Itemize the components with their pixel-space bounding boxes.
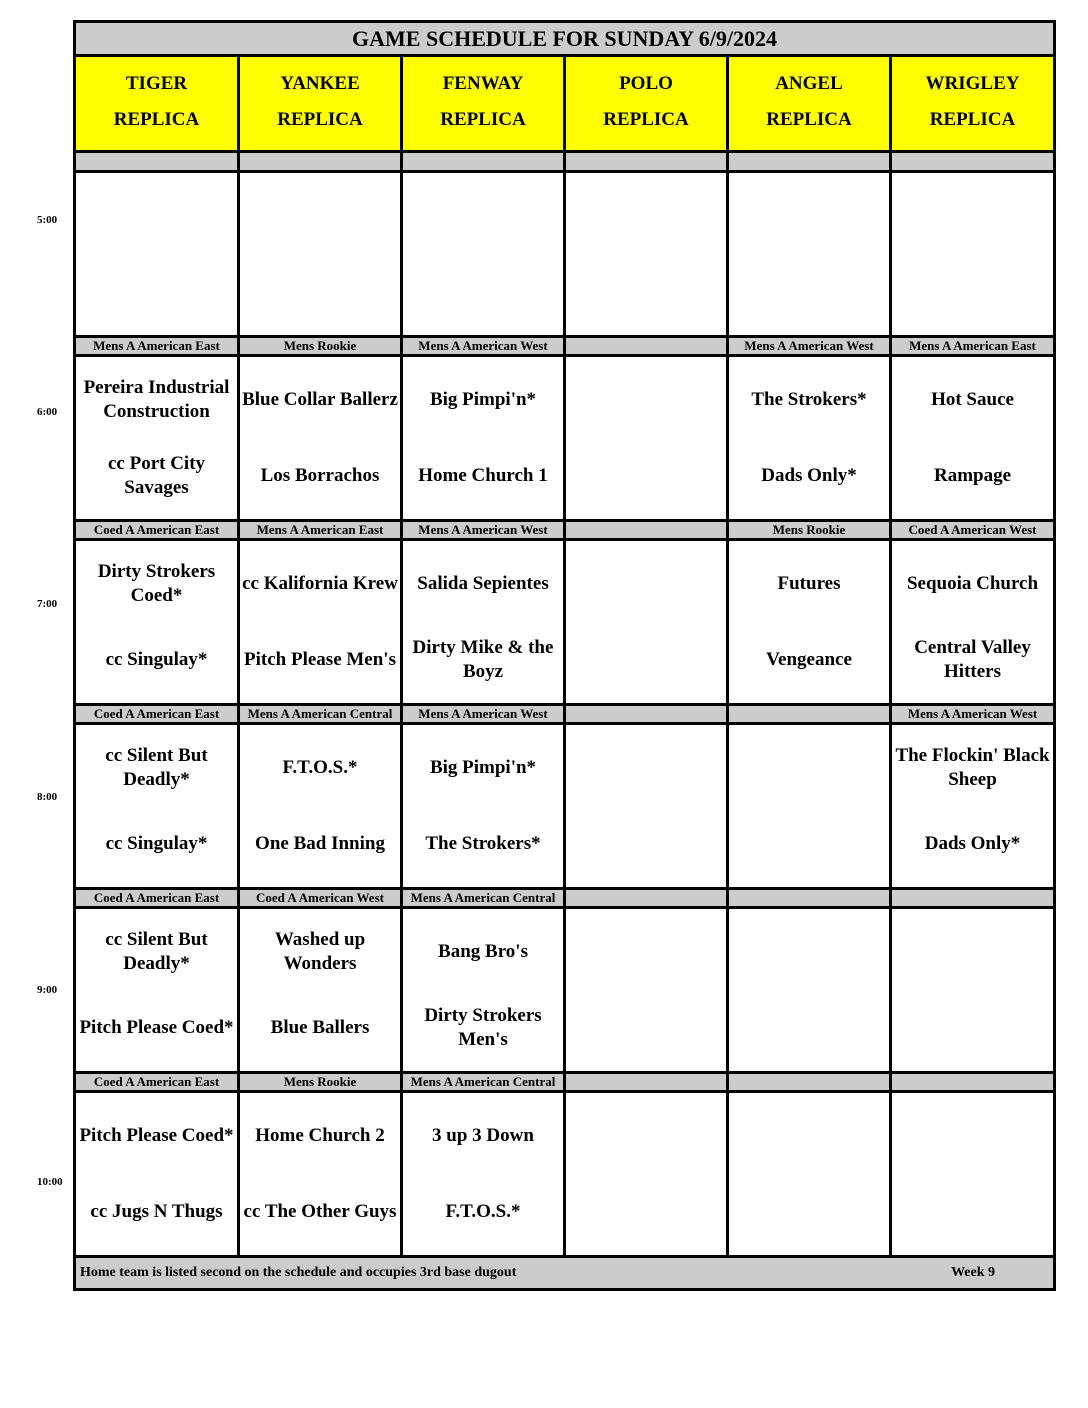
field-subtitle: REPLICA	[113, 108, 200, 130]
home-team: cc Jugs N Thugs	[90, 1201, 223, 1222]
division-label: Mens Rookie	[239, 337, 402, 356]
away-team: 3 up 3 Down	[432, 1125, 534, 1146]
game-cell	[239, 356, 402, 521]
header-spacer	[565, 152, 728, 172]
game-cell	[75, 540, 239, 705]
game-cell	[239, 908, 402, 1073]
away-team: Dirty Strokers Coed*	[97, 561, 216, 606]
home-team: F.T.O.S.*	[445, 1201, 521, 1222]
footer	[75, 1257, 1055, 1290]
time-column	[0, 0, 75, 1408]
field-name: FENWAY	[442, 72, 524, 94]
header-spacer	[728, 152, 891, 172]
game-cell	[239, 724, 402, 889]
game-cell	[891, 724, 1055, 889]
field-header-row	[75, 56, 1055, 152]
home-team: cc Singulay*	[105, 649, 208, 670]
home-team: Pitch Please Coed*	[79, 1017, 234, 1038]
division-row	[75, 889, 1055, 908]
time-label: 5:00	[37, 214, 58, 226]
away-team: Home Church 2	[255, 1125, 385, 1146]
home-team: Dads Only*	[924, 833, 1021, 854]
away-team: cc Kalifornia Krew	[242, 573, 398, 594]
division-label: Coed A American East	[75, 889, 239, 908]
header-spacer	[239, 152, 402, 172]
game-row	[75, 540, 1055, 705]
empty-game-cell	[239, 172, 402, 337]
field-header-fenway	[402, 56, 565, 152]
home-team: Los Borrachos	[260, 465, 380, 486]
game-row	[75, 356, 1055, 521]
away-team: Sequoia Church	[906, 573, 1039, 594]
division-label: Mens A American Central	[402, 1073, 565, 1092]
home-team: Dads Only*	[761, 465, 857, 486]
header-spacer	[75, 152, 239, 172]
field-header-angel	[728, 56, 891, 152]
game-cell	[239, 1092, 402, 1257]
away-team: Big Pimpi'n*	[429, 389, 537, 410]
empty-game-cell	[728, 172, 891, 337]
division-label: Coed A American West	[239, 889, 402, 908]
home-team: The Strokers*	[425, 833, 541, 854]
time-label: 9:00	[37, 984, 58, 996]
header-spacer	[891, 152, 1055, 172]
division-label: Mens A American West	[402, 337, 565, 356]
game-cell	[891, 356, 1055, 521]
game-cell	[728, 540, 891, 705]
empty-game-cell	[565, 1092, 728, 1257]
division-label	[728, 705, 891, 724]
empty-game-cell	[565, 356, 728, 521]
header-spacer	[402, 152, 565, 172]
division-label: Mens A American West	[728, 337, 891, 356]
division-label: Mens A American West	[402, 521, 565, 540]
home-team: Blue Ballers	[270, 1017, 370, 1038]
division-label	[728, 889, 891, 908]
home-team: cc Singulay*	[105, 833, 208, 854]
empty-game-cell	[565, 908, 728, 1073]
division-label: Coed A American East	[75, 521, 239, 540]
division-label	[565, 889, 728, 908]
division-label: Mens A American East	[239, 521, 402, 540]
field-header-tiger	[75, 56, 239, 152]
game-row	[75, 724, 1055, 889]
field-subtitle: REPLICA	[766, 108, 852, 130]
division-label	[565, 337, 728, 356]
game-row	[75, 172, 1055, 337]
away-team: cc Silent But Deadly*	[105, 929, 208, 974]
division-label	[891, 1073, 1055, 1092]
time-label: 8:00	[37, 791, 58, 803]
field-name: POLO	[619, 72, 673, 94]
empty-game-cell	[891, 908, 1055, 1073]
division-label: Mens A American West	[891, 705, 1055, 724]
division-row	[75, 705, 1055, 724]
home-team: One Bad Inning	[255, 833, 385, 854]
away-team: F.T.O.S.*	[282, 757, 358, 778]
away-team: Bang Bro's	[438, 941, 528, 962]
home-team: Dirty Strokers Men's	[424, 1005, 542, 1050]
division-label: Mens A American East	[891, 337, 1055, 356]
week-label: Week 9	[951, 1265, 996, 1280]
field-subtitle: REPLICA	[929, 108, 1016, 130]
empty-game-cell	[891, 172, 1055, 337]
field-name: ANGEL	[775, 72, 843, 94]
division-label: Mens A American Central	[402, 889, 565, 908]
empty-game-cell	[565, 540, 728, 705]
division-row	[75, 337, 1055, 356]
empty-game-cell	[565, 172, 728, 337]
field-name: YANKEE	[280, 72, 360, 94]
empty-game-cell	[75, 172, 239, 337]
game-cell	[891, 540, 1055, 705]
away-team: Pitch Please Coed*	[79, 1125, 234, 1146]
game-cell	[75, 724, 239, 889]
time-label: 10:00	[37, 1176, 63, 1188]
division-label: Mens A American East	[75, 337, 239, 356]
away-team: The Strokers*	[751, 389, 867, 410]
empty-game-cell	[402, 172, 565, 337]
away-team: cc Silent But Deadly*	[105, 745, 208, 790]
game-cell	[402, 908, 565, 1073]
home-team: Vengeance	[766, 649, 852, 670]
away-team: Futures	[777, 573, 841, 594]
game-cell	[75, 1092, 239, 1257]
game-cell	[402, 724, 565, 889]
field-header-yankee	[239, 56, 402, 152]
game-cell	[75, 356, 239, 521]
empty-game-cell	[891, 1092, 1055, 1257]
division-label	[565, 521, 728, 540]
division-label	[728, 1073, 891, 1092]
home-team: cc Port City Savages	[107, 453, 206, 498]
division-row	[75, 1073, 1055, 1092]
footer-row	[75, 1257, 1055, 1290]
empty-game-cell	[728, 1092, 891, 1257]
division-label: Coed A American East	[75, 705, 239, 724]
division-label: Mens A American West	[402, 705, 565, 724]
division-row	[75, 521, 1055, 540]
home-team: Pitch Please Men's	[244, 649, 396, 670]
field-header-polo	[565, 56, 728, 152]
home-team: Rampage	[933, 465, 1012, 486]
empty-game-cell	[565, 724, 728, 889]
game-cell	[402, 1092, 565, 1257]
away-team: The Flockin' Black Sheep	[895, 745, 1050, 790]
away-team: Salida Sepientes	[417, 573, 549, 594]
division-label	[565, 1073, 728, 1092]
game-cell	[402, 540, 565, 705]
division-label: Coed A American West	[891, 521, 1055, 540]
home-team: Home Church 1	[418, 465, 548, 486]
game-row	[75, 1092, 1055, 1257]
division-label: Mens A American Central	[239, 705, 402, 724]
division-label: Mens Rookie	[728, 521, 891, 540]
game-cell	[239, 540, 402, 705]
header-spacer-row	[75, 152, 1055, 172]
time-label: 7:00	[37, 598, 58, 610]
field-name: TIGER	[125, 72, 188, 94]
home-team: cc The Other Guys	[243, 1201, 397, 1222]
division-label: Coed A American East	[75, 1073, 239, 1092]
game-cell	[75, 908, 239, 1073]
home-team: Central Valley Hitters	[914, 637, 1031, 682]
home-team: Dirty Mike & the Boyz	[412, 637, 554, 682]
empty-game-cell	[728, 724, 891, 889]
division-label: Mens Rookie	[239, 1073, 402, 1092]
away-team: Washed up Wonders	[274, 929, 366, 974]
away-team: Blue Collar Ballerz	[242, 389, 398, 410]
field-subtitle: REPLICA	[277, 108, 363, 130]
field-subtitle: REPLICA	[603, 108, 689, 130]
game-row	[75, 908, 1055, 1073]
away-team: Pereira Industrial Construction	[83, 377, 230, 422]
empty-game-cell	[728, 908, 891, 1073]
game-cell	[402, 356, 565, 521]
division-label	[891, 889, 1055, 908]
division-label	[565, 705, 728, 724]
page-title: GAME SCHEDULE FOR SUNDAY 6/9/2024	[75, 22, 1055, 56]
away-team: Hot Sauce	[931, 389, 1014, 410]
footer-note: Home team is listed second on the schedule and occupies 3rd base dugout	[80, 1265, 517, 1280]
schedule-table	[73, 20, 1056, 1291]
time-label: 6:00	[37, 406, 58, 418]
away-team: Big Pimpi'n*	[429, 757, 537, 778]
field-header-wrigley	[891, 56, 1055, 152]
field-subtitle: REPLICA	[440, 108, 526, 130]
game-cell	[728, 356, 891, 521]
field-name: WRIGLEY	[925, 72, 1020, 94]
